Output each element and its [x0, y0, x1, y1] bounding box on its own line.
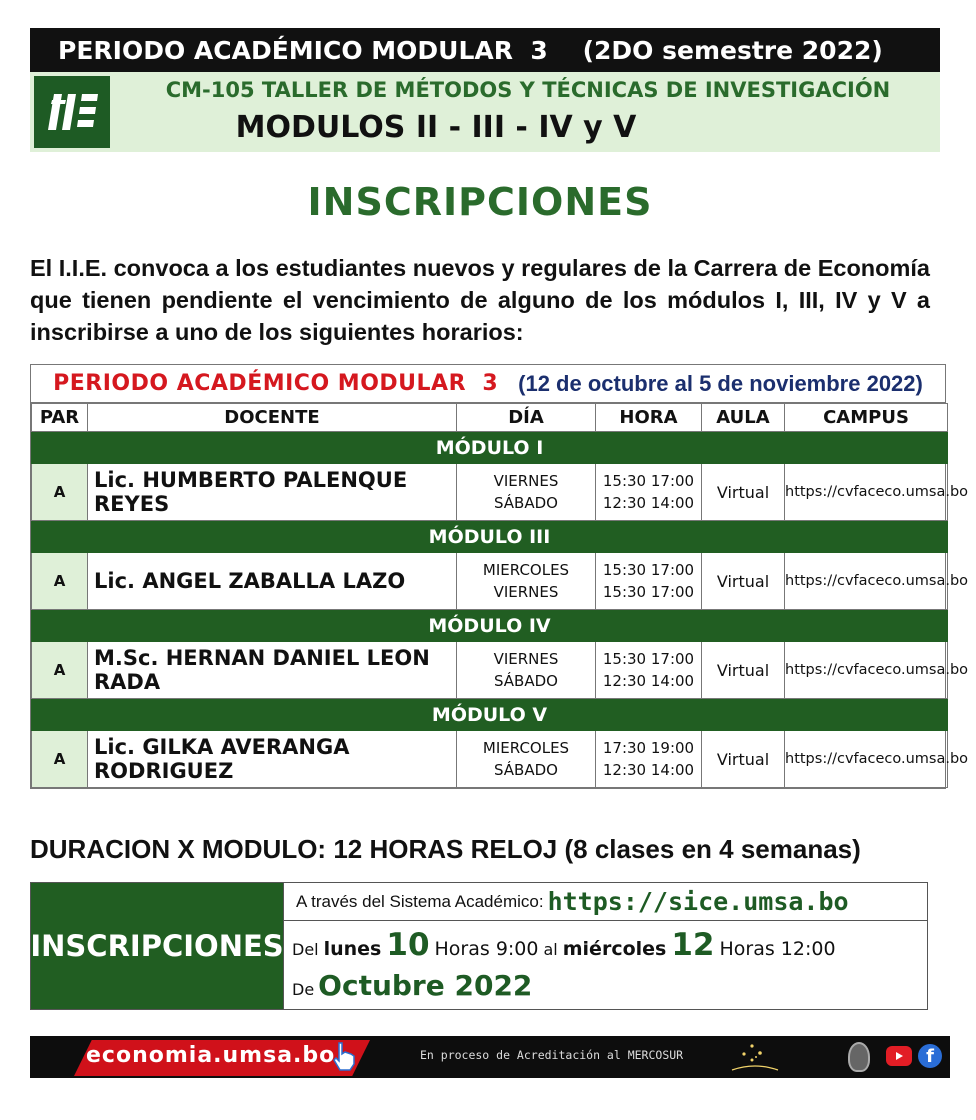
aula-cell: Virtual [702, 464, 785, 521]
module-header [32, 610, 948, 642]
hora-1: 15:30 17:00 [602, 561, 695, 579]
hora-cell [596, 642, 702, 699]
column-header-campus: CAMPUS [785, 404, 948, 432]
hora-cell [596, 464, 702, 521]
accreditation-text: En proceso de Acreditación al MERCOSUR [420, 1048, 684, 1062]
module-header [32, 432, 948, 464]
aula-cell: Virtual [702, 642, 785, 699]
youtube-icon[interactable] [886, 1046, 912, 1066]
registration-details [283, 883, 927, 1009]
dia-2: SÁBADO [494, 494, 558, 512]
par-cell: A [32, 642, 88, 699]
docente-cell: Lic. ANGEL ZABALLA LAZO [88, 553, 457, 610]
column-header-dia: DÍA [457, 404, 596, 432]
module-name: MÓDULO V [32, 699, 948, 731]
day-from: lunes [323, 938, 382, 960]
schedule-grid [31, 403, 969, 788]
dia-2: SÁBADO [494, 672, 558, 690]
hora-2: 12:30 14:00 [602, 494, 695, 512]
southern-cross-icon [730, 1040, 780, 1074]
pointer-hand-icon [328, 1040, 358, 1072]
campus-link[interactable]: https://cvfaceco.umsa.bo [785, 553, 948, 610]
hora-cell [596, 553, 702, 610]
dia-cell [457, 731, 596, 788]
de-text: De [292, 980, 315, 999]
dia-cell [457, 642, 596, 699]
del-text: Del [292, 940, 319, 959]
num-to: 12 [671, 927, 715, 963]
dia-2: VIERNES [493, 583, 559, 601]
schedule-dates: (12 de octubre al 5 de noviembre 2022) [518, 370, 923, 396]
table-row [32, 642, 948, 699]
university-seal-icon [848, 1042, 870, 1072]
num-from: 10 [386, 927, 430, 963]
hora-cell [596, 731, 702, 788]
schedule-header [31, 365, 945, 403]
hora-1: 15:30 17:00 [602, 472, 695, 490]
dia-cell [457, 464, 596, 521]
dia-2: SÁBADO [494, 761, 558, 779]
hours-to: Horas 12:00 [719, 938, 836, 960]
day-to: miércoles [562, 938, 667, 960]
campus-link[interactable]: https://cvfaceco.umsa.bo [785, 731, 948, 788]
page-title: INSCRIPCIONES [307, 180, 653, 224]
iie-logo-icon [34, 76, 110, 148]
dia-1: MIERCOLES [482, 561, 570, 579]
dia-1: VIERNES [493, 472, 559, 490]
dia-1: VIERNES [493, 650, 559, 668]
module-header [32, 521, 948, 553]
via-text: A través del Sistema Académico: [296, 891, 544, 911]
column-headers [32, 404, 948, 432]
course-code: CM-105 TALLER DE MÉTODOS Y TÉCNICAS DE INVESTIGACIÓN [165, 78, 891, 102]
hours-from: Horas 9:00 [434, 938, 539, 960]
intro-paragraph: El I.I.E. convoca a los estudiantes nuevos y regulares de la Carrera de Economía que tienen pendiente el vencimiento de alguno de los módulos I, III, IV y V a inscribirse a uno de los siguientes horarios: [30, 255, 930, 345]
par-cell: A [32, 731, 88, 788]
modules-title: MODULOS II - III - IV y V [235, 110, 637, 145]
campus-link[interactable]: https://cvfaceco.umsa.bo [785, 464, 948, 521]
module-name: MÓDULO IV [32, 610, 948, 642]
column-header-par: PAR [32, 404, 88, 432]
aula-cell: Virtual [702, 731, 785, 788]
hora-2: 15:30 17:00 [602, 583, 695, 601]
hora-2: 12:30 14:00 [602, 672, 695, 690]
registration-dates-row [284, 921, 927, 969]
al-text: al [543, 940, 558, 959]
aula-cell: Virtual [702, 553, 785, 610]
hora-1: 17:30 19:00 [602, 739, 695, 757]
column-header-aula: AULA [702, 404, 785, 432]
module-name: MÓDULO III [32, 521, 948, 553]
docente-cell: Lic. GILKA AVERANGA RODRIGUEZ [88, 731, 457, 788]
period-banner: PERIODO ACADÉMICO MODULAR 3 (2DO semestre 2022) [30, 28, 940, 72]
par-cell: A [32, 553, 88, 610]
footer-banner [30, 1036, 950, 1078]
schedule-period-title: PERIODO ACADÉMICO MODULAR 3 [53, 371, 499, 396]
par-cell: A [32, 464, 88, 521]
schedule-table [30, 364, 969, 789]
registration-system-row [284, 883, 927, 921]
module-name: MÓDULO I [32, 432, 948, 464]
module-header [32, 699, 948, 731]
hora-1: 15:30 17:00 [602, 650, 695, 668]
month-text: Octubre 2022 [318, 969, 533, 1002]
duration-note: DURACION X MODULO: 12 HORAS RELOJ (8 clases en 4 semanas) [30, 834, 861, 864]
dia-1: MIERCOLES [482, 739, 570, 757]
docente-cell: Lic. HUMBERTO PALENQUE REYES [88, 464, 457, 521]
course-header [30, 72, 940, 152]
column-header-hora: HORA [596, 404, 702, 432]
docente-cell: M.Sc. HERNAN DANIEL LEON RADA [88, 642, 457, 699]
registration-month-row [284, 969, 927, 1002]
table-row [32, 553, 948, 610]
table-row [32, 731, 948, 788]
column-header-docente: DOCENTE [88, 404, 457, 432]
registration-label: INSCRIPCIONES [31, 883, 283, 1009]
table-row [32, 464, 948, 521]
sice-link[interactable]: https://sice.umsa.bo [547, 887, 849, 916]
hora-2: 12:30 14:00 [602, 761, 695, 779]
campus-link[interactable]: https://cvfaceco.umsa.bo [785, 642, 948, 699]
site-link[interactable]: economia.umsa.bo [86, 1043, 336, 1068]
registration-box [30, 882, 928, 1010]
dia-cell [457, 553, 596, 610]
facebook-icon[interactable]: f [918, 1044, 942, 1068]
